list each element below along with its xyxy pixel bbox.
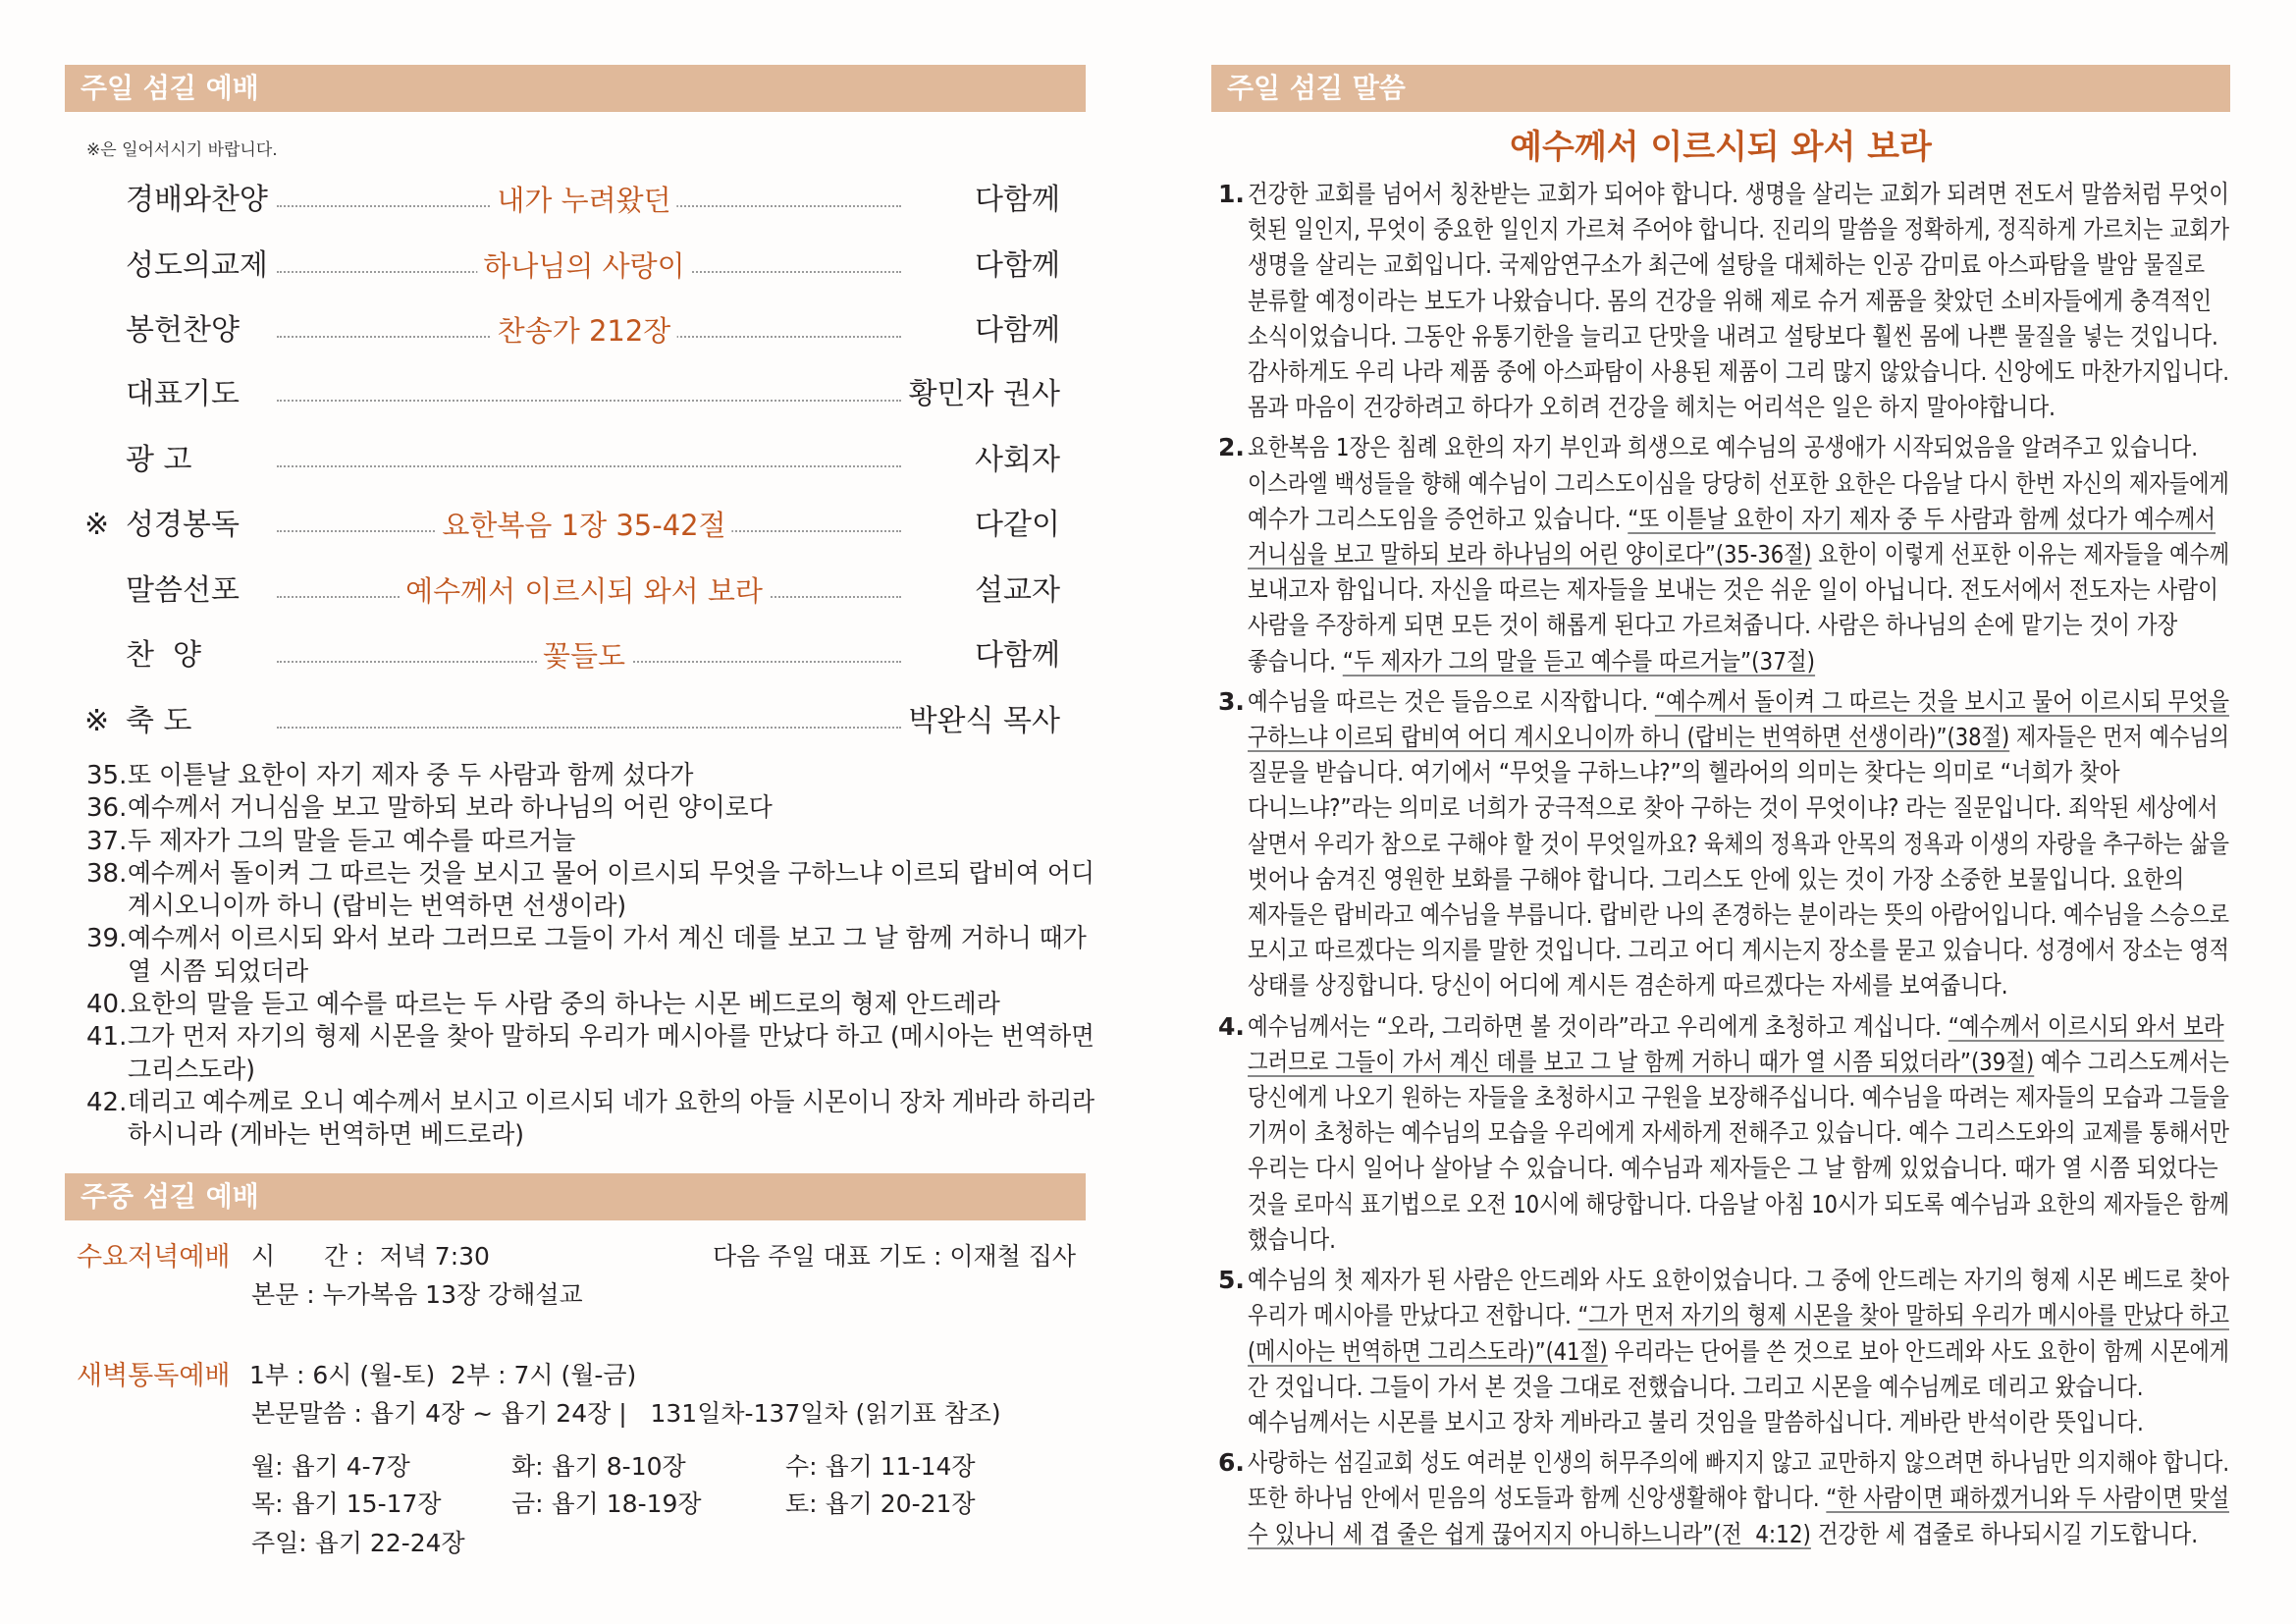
line-text: 또 이튿날 요한이 자기 제자 중 두 사람과 함께 섰다가 [128,761,694,790]
weekday-worship-header: 주중 섬길 예배 [65,1173,1086,1220]
daily-reading: 금: 욥기 18-19장 [511,1489,702,1518]
line-text: 예수님의 첫 제자가 된 사람은 안드레와 사도 요한이었습니다. 그 중에 안드레는 자기의 형제 시몬 베드로 찾아 [1248,1266,2229,1295]
sermon-paragraph [1218,1009,2231,1258]
daily-reading: 화: 욥기 8-10장 [511,1452,686,1481]
verse-number: 41. [86,1022,128,1053]
text-line [1248,897,2229,933]
order-label: 광 고 [126,443,192,477]
order-row [0,439,1090,482]
order-label: 찬 양 [126,638,202,673]
dotted-leader [277,400,901,402]
text-line [1248,1445,2229,1481]
text-line [1248,1222,2094,1258]
text-line [1248,537,2229,572]
order-leader: 다함께 [975,183,1060,217]
underlined-quote: “두 제자가 그의 말을 듣고 예수를 따르거늘”(37절) [1342,646,1816,676]
text-line [1248,1370,2144,1405]
text-line [128,1021,1095,1054]
text-line [1248,1080,2229,1115]
text-line [1248,862,2185,897]
line-text: 예수님께서는 시몬를 보시고 장차 게바라고 불리 것임을 말씀하십니다. 게바란 반석이란 뜻입니다. [1248,1407,2144,1436]
underlined-quote: 거니심을 보고 말하되 보라 하나님의 어린 양이로다”(35-36절) [1248,540,1812,569]
sermon-title: 예수께서 이르시되 와서 보라 [1510,128,1932,167]
line-text: 예수께서 거니심을 보고 말하되 보라 하나님의 어린 양이로다 [128,793,773,824]
stand-mark: ※ [84,508,110,542]
line-text: 보내고자 함입니다. 자신을 따르는 제자들을 보내는 것은 쉬운 일이 아닙니다. 전도서에서 전도자는 사람이 [1248,575,2218,605]
text-line [1248,1187,2229,1222]
order-title: 꽃들도 [537,634,631,677]
order-row [0,504,1090,547]
verse [86,760,1097,792]
wednesday-time: 시 간 : 저녁 7:30 [251,1242,490,1271]
line-text: 좋습니다. [1248,646,1343,676]
verse-number: 40. [86,990,128,1020]
text-line [1248,572,2218,608]
text-line [1248,720,2229,755]
order-row [0,700,1090,743]
order-leader: 설교자 [975,573,1060,608]
scripture-verses [86,760,1097,1153]
dawn-service-label: 새벽통독예배 [77,1361,231,1391]
paragraph-number: 6. [1218,1448,1245,1478]
underlined-quote: “또 이튿날 요한이 자기 제자 중 두 사람과 함께 섰다가 예수께서 [1628,504,2216,533]
sunday-worship-header: 주일 섬길 예배 [65,65,1086,112]
order-label: 축 도 [126,704,192,738]
sermon-paragraph [1218,177,2231,425]
verse [86,1087,1097,1153]
order-title: 찬송가 212장 [492,309,677,352]
text-line [128,792,1056,825]
verse [86,858,1097,924]
line-text: 몸과 마음이 건강하려고 하다가 오히려 건강을 헤치는 어리석은 일은 하지 말아야합니다. [1248,393,2056,422]
sermon-paragraph [1218,1445,2231,1552]
line-text: 제자들은 먼저 예수님의 [2009,723,2229,752]
order-row [0,179,1090,222]
standing-note: ※은 일어서시기 바랍니다. [86,140,278,160]
verse-number: 37. [86,826,128,856]
line-text: 했습니다. [1248,1224,1336,1254]
line-text: 다니느냐?”라는 의미로 너희가 궁극적으로 찾아 구하는 것이 무엇이냐? 라는 질문입니다. 죄악된 세상에서 [1248,793,2218,823]
text-line [128,956,1056,989]
line-text: 예수 그리스도께서는 [2034,1047,2229,1076]
order-row [0,373,1090,416]
line-text: 것을 로마식 표기법으로 오전 10시에 해당합니다. 다음날 아침 10시가 되도록 예수님과 요한의 제자들은 함께 [1248,1189,2229,1218]
text-line [128,923,1087,955]
line-text: 제자들은 랍비라고 예수님을 부릅니다. 랍비란 나의 존경하는 분이라는 뜻의 아람어입니다. 예수님을 스승으로 [1248,900,2229,930]
text-line [1248,933,2229,968]
text-line [1248,684,2229,720]
text-line [1248,968,2094,1003]
line-text: 요한복음 1장은 침례 요한의 자기 부인과 희생으로 예수님의 공생애가 시작되었음을 알려주고 있습니다. [1248,433,2199,462]
line-text: 당신에게 나오기 원하는 자들을 초청하시고 구원을 보장해주십니다. 예수님을 따려는 제자들의 모습과 그들을 [1248,1083,2229,1112]
line-text: 열 시쯤 되었더라 [128,956,309,987]
wednesday-text: 본문 : 누가복음 13장 강해설교 [251,1280,583,1309]
text-line [1248,177,2229,212]
line-text: 벗어나 숨겨진 영원한 보화를 구해야 합니다. 그리스도 안에 있는 것이 가장 소중한 보물입니다. 요한의 [1248,864,2185,893]
paragraph-number: 4. [1218,1011,1245,1041]
verse [86,923,1097,989]
line-text: 감사하게도 우리 나라 제품 중에 아스파탐이 사용된 제품이 그리 많지 않았습니다. 신앙에도 마찬가지입니다. [1248,357,2229,387]
order-label: 성경봉독 [126,508,240,542]
line-text: 예수님을 따르는 것은 들음으로 시작합니다. [1248,686,1655,716]
line-text: 기꺼이 초청하는 예수님의 모습을 우리에게 자세하게 전해주고 있습니다. 예수 그리스도와의 교제를 통해서만 [1248,1118,2229,1148]
line-text: 예수가 그리스도임을 증언하고 있습니다. [1248,504,1629,533]
wednesday-service-label: 수요저녁예배 [77,1242,231,1272]
order-leader: 다같이 [975,508,1060,542]
order-title: 내가 누려왔던 [491,179,676,222]
sermon-header: 주일 섬길 말씀 [1211,65,2230,112]
text-line [1248,247,2206,283]
text-line [1248,466,2229,502]
line-text: 분류할 예정이라는 보도가 나왔습니다. 몸의 건강을 위해 제로 슈거 제품을 찾았던 소비자들에게 충격적인 [1248,286,2213,315]
order-label: 대표기도 [126,377,240,411]
dawn-schedule: 1부 : 6시 (월-토) 2부 : 7시 (월-금) [249,1361,637,1389]
order-title: 예수께서 이르시되 와서 보라 [400,569,769,613]
line-text: 예수님께서는 “오라, 그리하면 볼 것이라”라고 우리에게 초청하고 계십니다. [1248,1011,1949,1041]
stand-mark: ※ [84,704,110,738]
underlined-quote: 구하느냐 이르되 랍비여 어디 계시오니이까 하니 (랍비는 번역하면 선생이라)”(38절) [1248,723,2010,752]
line-text: 헛된 일인지, 무엇이 중요한 일인지 가르쳐 주어야 합니다. 진리의 말씀을 정확하게, 정직하게 가르치는 교회가 [1248,215,2229,244]
order-row [0,569,1090,613]
line-text: 우리는 다시 일어나 살아날 수 있습니다. 예수님과 제자들은 그 날 함께 있었습니다. 때가 열 시쯤 되었다는 [1248,1154,2218,1183]
paragraph-number: 5. [1218,1266,1245,1295]
line-text: 두 제자가 그의 말을 듣고 예수를 따르거늘 [128,826,576,856]
order-title: 하나님의 사랑이 [477,244,690,288]
order-leader: 황민자 권사 [908,377,1060,411]
verse-number: 36. [86,793,128,824]
verse [86,826,1097,858]
line-text: 이스라엘 백성들을 향해 예수님이 그리스도이심을 당당히 선포한 요한은 다음날 다시 한번 자신의 제자들에게 [1248,468,2229,498]
line-text: 질문을 받습니다. 여기에서 “무엇을 구하느냐?”의 헬라어의 의미는 찾다는 의미로 “너희가 찾아 [1248,758,2120,787]
dotted-leader [277,727,901,729]
order-label: 성도의교제 [126,248,268,283]
line-text: 또한 하나님 안에서 믿음의 성도들과 함께 신앙생활해야 합니다. [1248,1484,1827,1513]
dawn-reading: 본문말씀 : 욥기 4장 ~ 욥기 24장 | 131일차-137일차 (읽기표 참조) [251,1399,1001,1428]
text-line [128,760,1056,792]
line-text: 살면서 우리가 참으로 구해야 할 것이 무엇일까요? 육체의 정욕과 안목의 정욕과 이생의 자랑을 추구하는 삶을 [1248,829,2229,858]
text-line [1248,790,2218,826]
order-leader: 사회자 [975,443,1060,477]
text-line [1248,1045,2229,1080]
sermon-body [1218,177,2231,1557]
line-text: 요한의 말을 듣고 예수를 따르는 두 사람 중의 하나는 시몬 베드로의 형제 안드레라 [128,990,1000,1020]
text-line [128,1119,1056,1152]
text-line [1248,1263,2229,1298]
sermon-paragraph [1218,430,2231,678]
sermon-paragraph [1218,1263,2231,1440]
text-line [128,826,1056,858]
text-line [1248,608,2178,643]
line-text: 우리가 메시아를 만났다고 전합니다. [1248,1301,1578,1330]
underlined-quote: “예수께서 돌이켜 그 따르는 것을 보시고 물어 이르시되 무엇을 [1654,686,2229,716]
text-line [1248,1334,2229,1370]
underlined-quote: 수 있나니 세 겹 줄은 쉽게 끊어지지 아니하느니라”(전 4:12) [1248,1519,1811,1548]
verse-number: 38. [86,858,128,889]
paragraph-number: 1. [1218,180,1245,208]
underlined-quote: “예수께서 이르시되 와서 보라 [1948,1011,2224,1041]
text-line [1248,1517,2199,1552]
text-line [1248,1009,2224,1045]
line-text: 소식이었습니다. 그동안 유통기한을 늘리고 단맛을 내려고 설탕보다 훨씬 몸에 나쁜 물질을 넣는 것입니다. [1248,321,2218,351]
sermon-paragraph [1218,684,2231,1004]
text-line [1248,1151,2218,1186]
text-line [1248,1405,2144,1440]
order-leader: 다함께 [975,248,1060,283]
verse [86,792,1097,825]
text-line [1248,319,2218,354]
line-text: 건강한 교회를 넘어서 칭찬받는 교회가 되어야 합니다. 생명을 살리는 교회가 되려면 전도서 말씀처럼 무엇이 [1248,180,2229,208]
verse [86,1021,1097,1087]
text-line [1248,1298,2229,1333]
line-text: 생명을 살리는 교회입니다. 국제암연구소가 최근에 설탕을 대체하는 인공 감미료 아스파탐을 발암 물질로 [1248,250,2206,280]
text-line [1248,212,2229,247]
underlined-quote: 그러므로 그들이 가서 계신 데를 보고 그 날 함께 거하니 때가 열 시쯤 되었더라”(39절) [1248,1047,2035,1076]
line-text: 우리라는 단어를 쓴 것으로 보아 안드레와 사도 요한이 함께 시몬에게 [1607,1336,2229,1366]
order-title: 요한복음 1장 35-42절 [436,504,731,547]
line-text: 하시니라 (게바는 번역하면 베드로라) [128,1120,524,1151]
text-line [1248,430,2199,465]
line-text: 예수께서 이르시되 와서 보라 그러므로 그들이 가서 계신 데를 보고 그 날 함께 거하니 때가 [128,924,1087,954]
paragraph-number: 2. [1218,433,1245,462]
daily-reading: 수: 욥기 11-14장 [785,1452,976,1481]
line-text: 사랑하는 섬길교회 성도 여러분 인생의 허무주의에 빠지지 않고 교만하지 않으려면 하나님만 의지해야 합니다. [1248,1448,2229,1478]
order-label: 말씀선포 [126,573,240,608]
text-line [1248,354,2229,390]
order-leader: 박완식 목사 [908,704,1060,738]
text-line [1248,644,2094,679]
verse-number: 39. [86,924,128,954]
next-prayer: 다음 주일 대표 기도 : 이재철 집사 [713,1242,1077,1271]
line-text: 상태를 상징합니다. 당신이 어디에 계시든 겸손하게 따르겠다는 자세를 보여줍니다. [1248,971,2008,1001]
verse-number: 35. [86,761,128,790]
line-text: 간 것입니다. 그들이 가서 본 것을 그대로 전했습니다. 그리고 시몬을 예수님께로 데리고 왔습니다. [1248,1372,2144,1401]
order-leader: 다함께 [975,313,1060,348]
text-line [1248,284,2213,319]
text-line [1248,827,2229,862]
order-row [0,634,1090,677]
underlined-quote: (메시아는 번역하면 그리스도라)”(41절) [1248,1336,1608,1366]
line-text: 예수께서 돌이켜 그 따르는 것을 보시고 물어 이르시되 무엇을 구하느냐 이르되 랍비여 어디 [128,858,1095,889]
text-line [1248,1115,2229,1151]
underlined-quote: “한 사람이면 패하겠거니와 두 사람이면 맞설 [1826,1484,2229,1513]
daily-reading: 월: 욥기 4-7장 [251,1452,410,1481]
order-row [0,309,1090,352]
verse [86,989,1097,1021]
dotted-leader [277,465,901,467]
underlined-quote: “그가 먼저 자기의 형제 시몬을 찾아 말하되 우리가 메시아를 만났다 하고 [1577,1301,2229,1330]
paragraph-number: 3. [1218,686,1245,716]
line-text: 그리스도라) [128,1055,255,1085]
line-text: 요한이 이렇게 선포한 이유는 제자들을 예수께 [1811,540,2229,569]
text-line [128,858,1095,891]
daily-reading: 목: 욥기 15-17장 [251,1489,442,1518]
order-label: 경배와찬양 [126,183,268,217]
text-line [1248,502,2216,537]
order-row [0,244,1090,288]
order-leader: 다함께 [975,638,1060,673]
daily-reading: 주일: 욥기 22-24장 [251,1529,465,1557]
verse-number: 42. [86,1087,128,1117]
line-text: 모시고 따르겠다는 의지를 말한 것입니다. 그리고 어디 계시는지 장소를 묻고 있습니다. 성경에서 장소는 영적 [1248,936,2229,965]
order-label: 봉헌찬양 [126,313,240,348]
daily-reading: 토: 욥기 20-21장 [785,1489,976,1518]
line-text: 사람을 주장하게 되면 모든 것이 해롭게 된다고 가르쳐줍니다. 사람은 하나님의 손에 맡기는 것이 가장 [1248,611,2178,640]
line-text: 데리고 예수께로 오니 예수께서 보시고 이르시되 네가 요한의 아들 시몬이니 장차 게바라 하리라 [128,1087,1095,1117]
line-text: 그가 먼저 자기의 형제 시몬을 찾아 말하되 우리가 메시아를 만났다 하고 (메시아는 번역하면 [128,1022,1095,1053]
text-line [128,891,1056,923]
line-text: 계시오니이까 하니 (랍비는 번역하면 선생이라) [128,892,627,922]
line-text: 건강한 세 겹줄로 하나되시길 기도합니다. [1810,1519,2199,1548]
text-line [128,1087,1095,1119]
text-line [1248,1481,2229,1516]
text-line [128,989,1056,1021]
text-line [128,1055,1056,1087]
text-line [1248,390,2094,425]
text-line [1248,755,2120,790]
